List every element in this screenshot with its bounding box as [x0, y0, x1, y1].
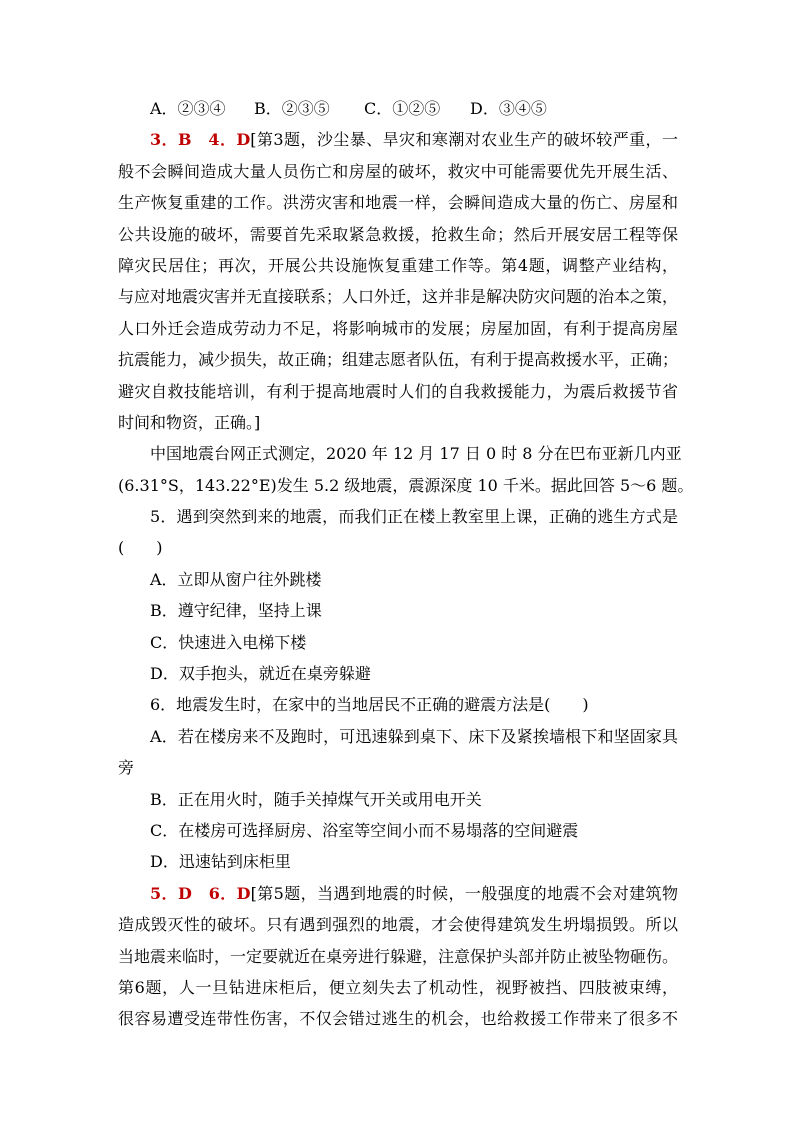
answer-3-4-line: 公共设施的破坏，需要首先采取紧急救援，抢救生命；然后开展安居工程等保: [118, 224, 678, 244]
q2-option-d: D．③④⑤: [470, 99, 547, 118]
answer-3-4-line: 避灾自救技能培训，有利于提高地震时人们的自我救援能力，为震后救援节省: [118, 381, 678, 401]
answer-3-4-line-1: [118, 124, 678, 155]
answer-3-4-line: 人口外迁会造成劳动力不足，将影响城市的发展；房屋加固，有利于提高房屋: [118, 318, 678, 338]
q6-option-b: B．正在用火时，随手关掉煤气开关或用电开关: [150, 789, 482, 809]
answer-key-5-6: 5．D 6．D: [150, 883, 251, 903]
q5-stem-bracket: ( ): [118, 538, 163, 558]
answer-3-4-line: 与应对地震灾害并无直接联系；人口外迁，这并非是解决防灾问题的治本之策，: [118, 287, 679, 307]
q5-option-d: D．双手抱头，就近在桌旁躲避: [150, 664, 371, 684]
answer-5-6-text: [第5题，当遇到地震的时候，一般强度的地震不会对建筑物: [250, 883, 678, 903]
q6-option-c: C．在楼房可选择厨房、浴室等空间小而不易塌落的空间避震: [150, 820, 579, 840]
q5-option-c: C．快速进入电梯下楼: [150, 632, 307, 652]
q6-option-a-cont: 旁: [118, 758, 135, 778]
q2-option-a: A．②③④: [150, 99, 226, 118]
answer-5-6-line: 当地震来临时，一定要就近在桌旁进行躲避，注意保护头部并防止被坠物砸伤。: [118, 946, 679, 966]
answer-key-3-4: 3．B 4．D: [150, 130, 251, 150]
q2-option-c: C．①②⑤: [364, 99, 441, 118]
answer-5-6-line: 造成毁灭性的破坏。只有遇到强烈的地震，才会使得建筑发生坍塌损毁。所以: [118, 915, 678, 935]
q2-option-b: B．②③⑤: [254, 99, 330, 118]
answer-3-4-line: 般不会瞬间造成大量人员伤亡和房屋的破坏，救灾中可能需要优先开展生活、: [118, 161, 678, 181]
intro-line: (6.31°S，143.22°E)发生 5.2 级地震，震源深度 10 千米。据此回答 5～6 题。: [118, 475, 694, 495]
answer-3-4-line: 障灾民居住；再次，开展公共设施恢复重建工作等。第4题，调整产业结构，: [118, 255, 678, 275]
answer-5-6-line: 第6题，人一旦钻进床柜后，便立刻失去了机动性，视野被挡、四肢被束缚，: [118, 977, 678, 997]
answer-3-4-line: 时间和物资，正确。]: [118, 412, 261, 432]
q5-option-b: B．遵守纪律，坚持上课: [150, 601, 322, 621]
q2-options: [118, 93, 678, 124]
q6-option-a: A．若在楼房来不及跑时，可迅速躲到桌下、床下及紧挨墙根下和坚固家具: [150, 726, 678, 746]
answer-5-6-line: 很容易遭受连带性伤害，不仅会错过逃生的机会，也给救援工作带来了很多不: [118, 1009, 678, 1029]
intro-line: 中国地震台网正式测定，2020 年 12 月 17 日 0 时 8 分在巴布亚新几内亚: [150, 444, 682, 464]
answer-3-4-text: [第3题，沙尘暴、旱灾和寒潮对农业生产的破坏较严重，一: [250, 130, 678, 150]
q5-option-a: A．立即从窗户往外跳楼: [150, 569, 322, 589]
q6-stem: 6．地震发生时，在家中的当地居民不正确的避震方法是( ): [150, 695, 589, 715]
q6-option-d: D．迅速钻到床柜里: [150, 852, 291, 872]
answer-3-4-line: 生产恢复重建的工作。洪涝灾害和地震一样，会瞬间造成大量的伤亡、房屋和: [118, 193, 678, 213]
q5-stem: 5．遇到突然到来的地震，而我们正在楼上教室里上课，正确的逃生方式是: [150, 507, 678, 527]
answer-3-4-line: 抗震能力，减少损失，故正确；组建志愿者队伍，有利于提高救援水平，正确；: [118, 350, 679, 370]
document-page: [118, 93, 694, 1035]
answer-5-6-line-1: [118, 878, 678, 909]
